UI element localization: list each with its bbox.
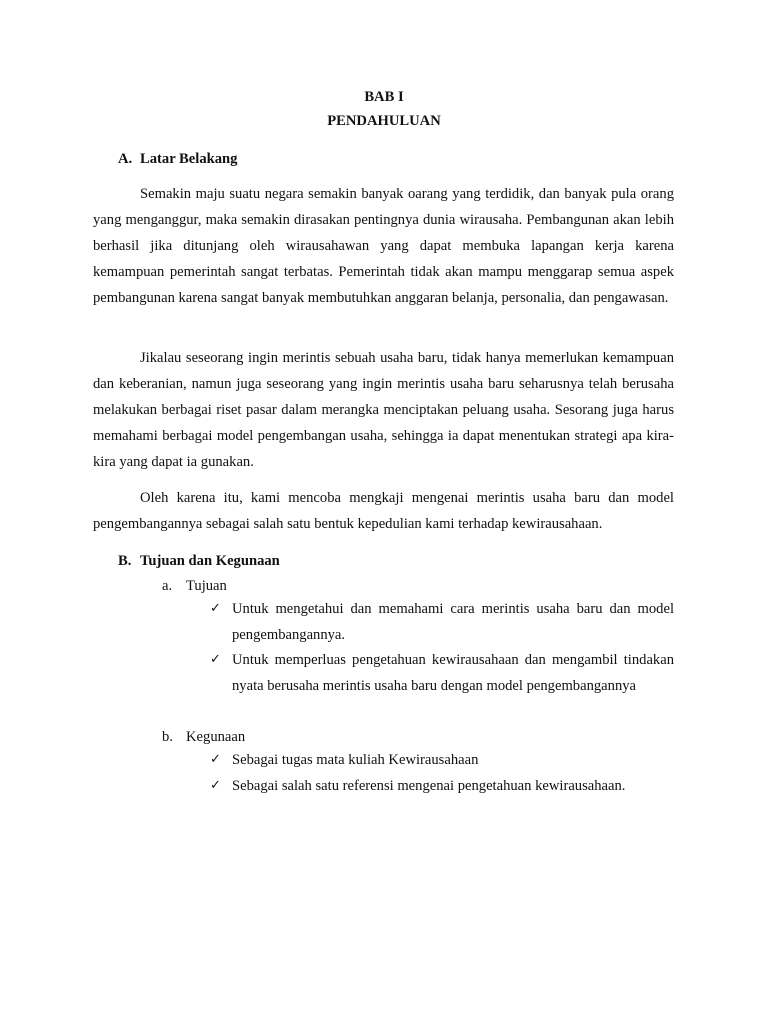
checkmark-icon: ✓ xyxy=(210,652,221,667)
chapter-label: BAB I xyxy=(364,89,404,105)
section-a-title: Latar Belakang xyxy=(140,151,238,167)
paragraph-2: Jikalau seseorang ingin merintis sebuah usaha baru, tidak hanya memerlukan kemampuan dan keberanian, namun juga seseorang yang ingin merintis usaha baru seharusnya telah berusaha melakukan berbagai riset pasar dalam merangka menciptakan peluang usaha. Sesorang juga harus memahami berbagai model pengembangan usaha, sehingga ia dapat menentukan strategi apa kira-kira yang dapat ia gunakan. xyxy=(93,350,674,470)
kegunaan-item-1-text: Sebagai tugas mata kuliah Kewirausahaan xyxy=(232,752,479,768)
kegunaan-letter: b. xyxy=(162,729,173,745)
checkmark-icon: ✓ xyxy=(210,752,221,767)
tujuan-item-1-text: Untuk mengetahui dan memahami cara merintis usaha baru dan model pengembangannya. xyxy=(232,601,674,643)
section-b-letter: B. xyxy=(118,553,132,569)
tujuan-label: Tujuan xyxy=(186,578,227,594)
tujuan-item-2-text: Untuk memperluas pengetahuan kewirausahaan dan mengambil tindakan nyata berusaha merintis usaha baru dengan model pengembangannya xyxy=(232,652,674,694)
subsection-kegunaan xyxy=(162,728,245,746)
kegunaan-item-2-text: Sebagai salah satu referensi mengenai pengetahuan kewirausahaan. xyxy=(232,778,626,794)
kegunaan-item-1 xyxy=(210,747,674,773)
chapter-title: PENDAHULUAN xyxy=(327,113,441,129)
tujuan-letter: a. xyxy=(162,578,173,594)
section-b-title: Tujuan dan Kegunaan xyxy=(140,553,280,569)
checkmark-icon: ✓ xyxy=(210,601,221,616)
kegunaan-item-2 xyxy=(210,773,674,799)
tujuan-item-2 xyxy=(210,647,674,699)
paragraph-3: Oleh karena itu, kami mencoba mengkaji mengenai merintis usaha baru dan model pengembangannya sebagai salah satu bentuk kepedulian kami terhadap kewirausahaan. xyxy=(93,490,674,532)
section-a-heading xyxy=(118,150,237,168)
section-b-heading xyxy=(118,552,280,570)
subsection-tujuan xyxy=(162,577,227,595)
kegunaan-label: Kegunaan xyxy=(186,729,246,745)
tujuan-item-1 xyxy=(210,596,674,648)
section-a-letter: A. xyxy=(118,151,133,167)
paragraph-1: Semakin maju suatu negara semakin banyak oarang yang terdidik, dan banyak pula orang yang menganggur, maka semakin dirasakan pentingnya dunia wirausaha. Pembangunan akan lebih berhasil jika ditunjang oleh wirausahawan yang dapat membuka lapangan kerja karena kemampuan pemerintah sangat terbatas. Pemerintah tidak akan mampu menggarap semua aspek pembangunan karena sangat banyak membutuhkan anggaran belanja, personalia, dan pengawasan. xyxy=(93,186,674,306)
checkmark-icon: ✓ xyxy=(210,778,221,793)
